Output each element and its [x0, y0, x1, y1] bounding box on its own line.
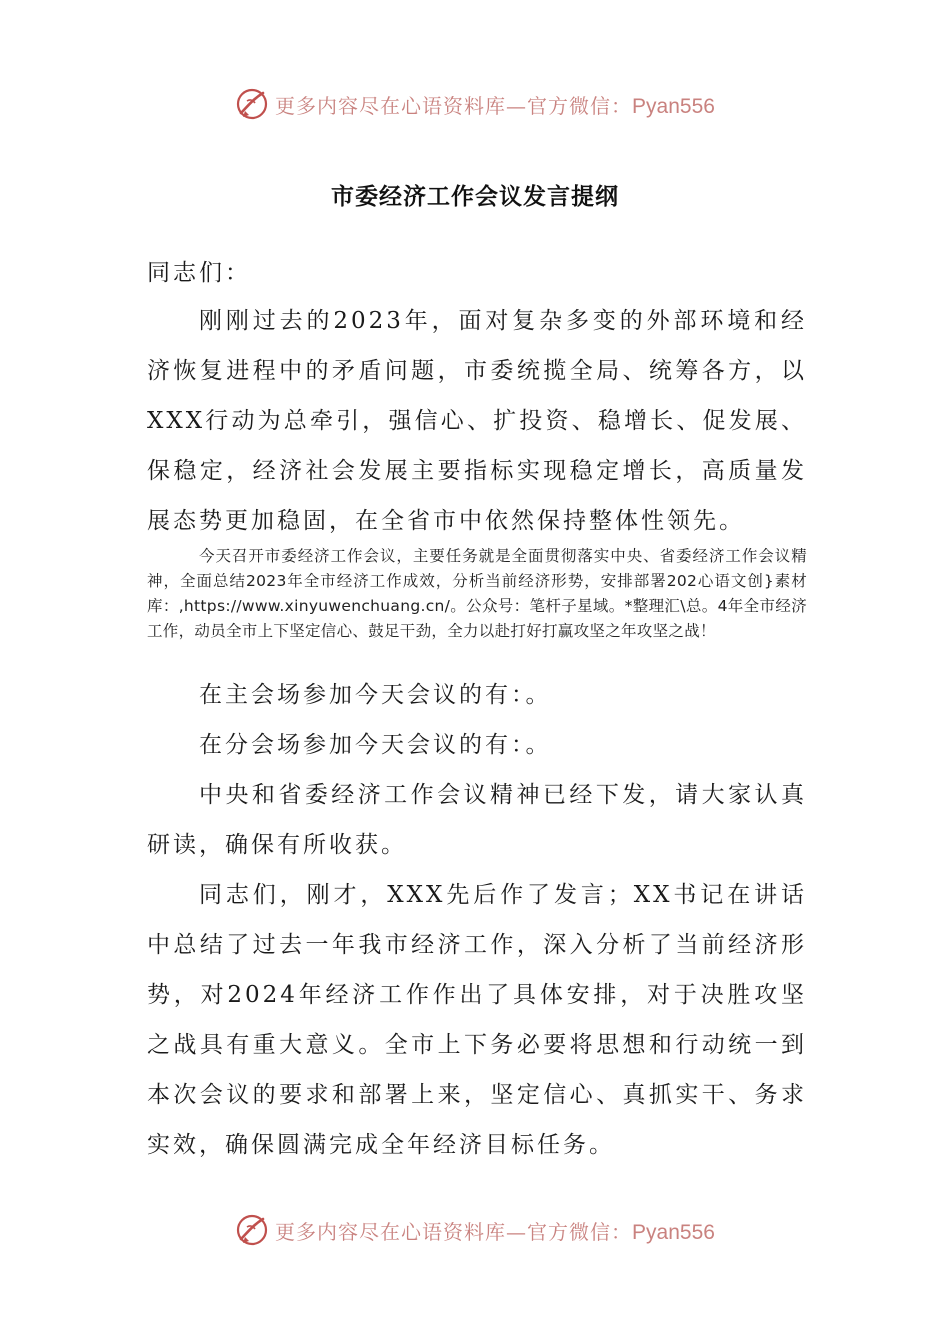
pen-logo-icon — [235, 1213, 269, 1247]
paragraph-2-small: 今天召开市委经济工作会议，主要任务就是全面贯彻落实中央、省委经济工作会议精神，全面总结2023年全市经济工作成效，分析当前经济形势，安排部署202心语文创}素材库：,https://www.xinyuwenchuang.cn/。公众号：笔杆子星域。*整理汇\总。4年全市经济工作，动员全市上下坚定信心、鼓足干劲，全力以赴打好打赢攻坚之年攻坚之战！ — [147, 547, 807, 640]
wechat-id: Pyan556 — [632, 1220, 715, 1244]
paragraph-5: 中央和省委经济工作会议精神已经下发，请大家认真研读，确保有所收获。 — [147, 782, 807, 858]
body-paragraphs — [147, 670, 807, 1170]
banner-text: 更多内容尽在心语资料库—官方微信：Pyan556 — [275, 93, 715, 118]
paragraph-1: 刚刚过去的2023年，面对复杂多变的外部环境和经济恢复进程中的矛盾问题，市委统揽全局、统筹各方，以XXX行动为总牵引，强信心、扩投资、稳增长、促发展、保稳定，经济社会发展主要指标实现稳定增长，高质量发展态势更加稳固，在全省市中依然保持整体性领先。 — [147, 308, 807, 534]
banner-text: 更多内容尽在心语资料库—官方微信：Pyan556 — [275, 1219, 715, 1244]
header-watermark-banner — [0, 82, 950, 126]
wechat-id: Pyan556 — [632, 94, 715, 118]
paragraph-4: 在分会场参加今天会议的有：。 — [199, 732, 552, 758]
pen-logo-icon — [235, 87, 269, 121]
footer-watermark-banner — [0, 1208, 950, 1252]
greeting: 同志们： — [147, 260, 251, 286]
document-title: 市委经济工作会议发言提纲 — [331, 184, 619, 210]
paragraph-6: 同志们，刚才，XXX先后作了发言；XX书记在讲话中总结了过去一年我市经济工作，深入分析了当前经济形势，对2024年经济工作作出了具体安排，对于决胜攻坚之战具有重大意义。全市上下务必要将思想和行动统一到本次会议的要求和部署上来，坚定信心、真抓实干、务求实效，确保圆满完成全年经济目标任务。 — [147, 882, 807, 1158]
paragraph-3: 在主会场参加今天会议的有：。 — [199, 682, 552, 708]
